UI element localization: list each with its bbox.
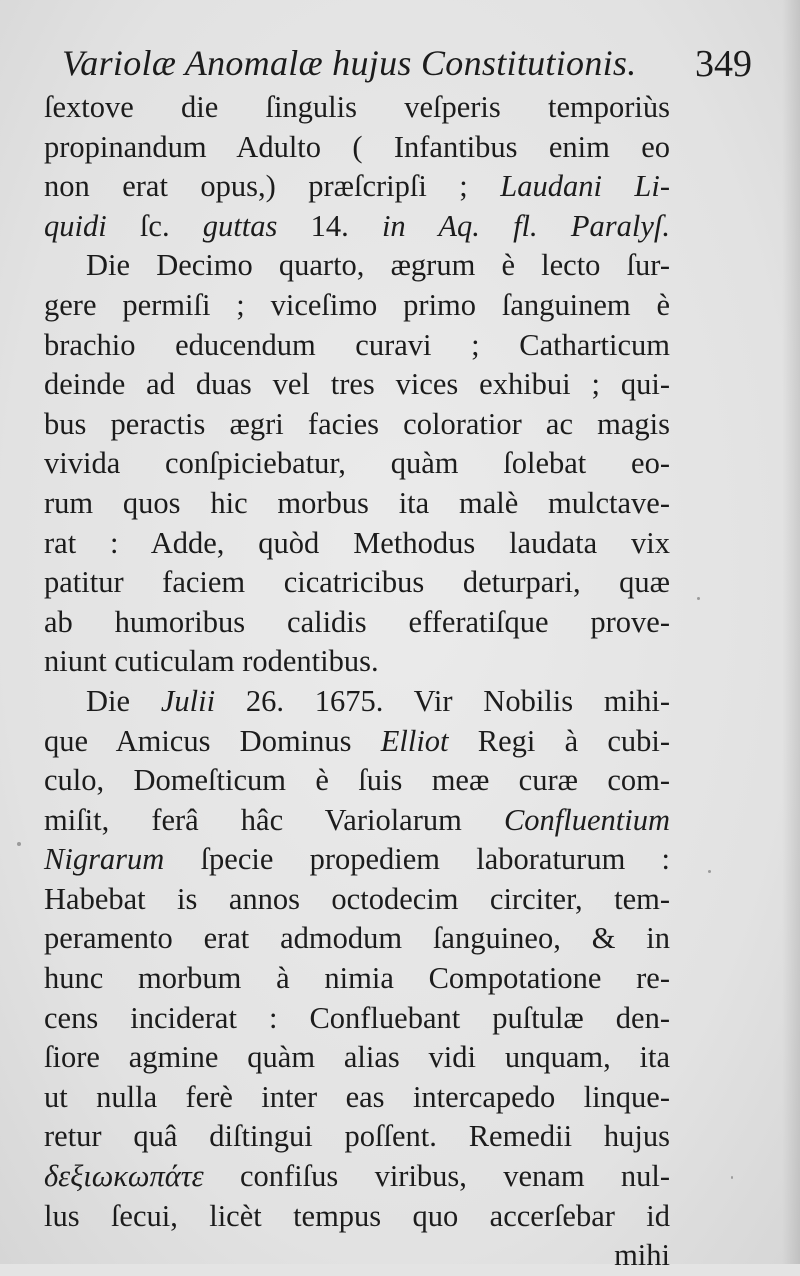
- text-line: [44, 682, 670, 722]
- text-run: Regi à cubi-: [448, 723, 670, 758]
- text-run: 26. 1675. Vir Nobilis mihi-: [215, 683, 670, 718]
- text-run: propinandum Adulto ( Infantibus enim eo: [44, 129, 670, 164]
- text-line: [44, 1117, 670, 1157]
- text-run: 14.: [277, 208, 382, 243]
- text-line: [44, 1157, 670, 1197]
- text-line: [44, 444, 670, 484]
- body-text: [44, 88, 670, 1276]
- text-run: ut nulla ferè inter eas intercapedo linque-: [44, 1079, 670, 1114]
- text-run: Habebat is annos octodecim circiter, tem-: [44, 881, 670, 916]
- text-line: [44, 1078, 670, 1118]
- paper-speck: [708, 870, 711, 873]
- text-run: ſpecie propediem laboraturum :: [164, 842, 670, 877]
- text-run: Die: [86, 683, 161, 718]
- text-run: culo, Domeſticum è ſuis meæ curæ com-: [44, 763, 670, 798]
- text-run: ſextove die ſingulis veſperis temporiùs: [44, 90, 670, 124]
- paper-speck: [731, 1176, 733, 1179]
- text-run: hunc morbum à nimia Compotatione re-: [44, 961, 670, 996]
- text-run: ab humoribus calidis efferatiſque prove-: [44, 604, 670, 639]
- text-run: patitur faciem cicatricibus deturpari, quæ: [44, 565, 670, 600]
- text-run: confiſus viribus, venam nul-: [203, 1159, 670, 1194]
- text-line: [44, 880, 670, 920]
- text-run: lus ſecui, licèt tempus quo accerſebar id: [44, 1198, 670, 1233]
- text-line: [44, 207, 670, 247]
- text-run: miſit, ferâ hâc Variolarum: [44, 802, 504, 837]
- text-line: [44, 840, 670, 880]
- italic-run: quidi: [44, 208, 107, 243]
- italic-run: Nigrarum: [44, 842, 165, 877]
- text-line: [44, 405, 670, 445]
- text-line: [44, 919, 670, 959]
- text-line: [44, 563, 670, 603]
- text-line: [44, 761, 670, 801]
- text-line: [44, 999, 670, 1039]
- text-line: [44, 959, 670, 999]
- text-run: bus peractis ægri facies coloratior ac magis: [44, 406, 670, 441]
- text-line: [44, 603, 670, 643]
- running-head: [62, 38, 752, 90]
- catchword: [44, 1236, 670, 1276]
- text-line: [44, 524, 670, 564]
- text-run: cens inciderat : Confluebant puſtulæ den-: [44, 1000, 670, 1035]
- text-line: [44, 1197, 670, 1237]
- text-line: [44, 128, 670, 168]
- text-line: [44, 484, 670, 524]
- italic-run: Julii: [160, 683, 216, 718]
- text-run: vivida conſpiciebatur, quàm ſolebat eo-: [44, 446, 670, 481]
- text-run: rat : Adde, quòd Methodus laudata vix: [44, 525, 670, 560]
- text-line: [44, 246, 670, 286]
- text-run: niunt cuticulam rodentibus.: [44, 644, 379, 679]
- text-run: ſiore agmine quàm alias vidi unquam, ita: [44, 1040, 670, 1075]
- text-line: [44, 1038, 670, 1078]
- text-run: que Amicus Dominus: [44, 723, 381, 758]
- text-line: [44, 801, 670, 841]
- text-run: deinde ad duas vel tres vices exhibui ; qui-: [44, 367, 670, 402]
- text-run: Die Decimo quarto, ægrum è lecto ſur-: [86, 248, 670, 283]
- text-run: rum quos hic morbus ita malè mulctave-: [44, 485, 670, 520]
- paper-speck: [17, 842, 21, 846]
- text-line: [44, 326, 670, 366]
- text-line: [44, 722, 670, 762]
- italic-run: Confluentium: [503, 802, 670, 837]
- italic-run: guttas: [202, 208, 278, 243]
- text-run: peramento erat admodum ſanguineo, & in: [44, 921, 670, 956]
- text-run: retur quâ diſtingui poſſent. Remedii hujus: [44, 1119, 670, 1154]
- text-line: [44, 365, 670, 405]
- text-line: [44, 167, 670, 207]
- text-run: mihi: [614, 1238, 670, 1273]
- text-line: [44, 88, 670, 128]
- italic-run: δεξιωκωπάτε: [44, 1159, 204, 1194]
- text-run: brachio educendum curavi ; Catharticum: [44, 327, 670, 362]
- italic-run: Elliot: [380, 723, 449, 758]
- page-number: 349: [695, 43, 752, 85]
- page-edge-shadow: [782, 0, 800, 1264]
- text-run: gere permiſi ; viceſimo primo ſanguinem è: [44, 287, 670, 322]
- text-line: [44, 286, 670, 326]
- text-run: ſc.: [106, 208, 203, 243]
- text-line: [44, 642, 670, 682]
- paper-speck: [697, 597, 700, 600]
- text-run: non erat opus,) præſcripſi ;: [44, 169, 501, 204]
- italic-run: Laudani Li-: [500, 169, 671, 204]
- italic-run: in Aq. fl. Paralyſ.: [381, 208, 670, 243]
- running-head-title: Variolæ Anomalæ hujus Constitutionis.: [62, 43, 637, 83]
